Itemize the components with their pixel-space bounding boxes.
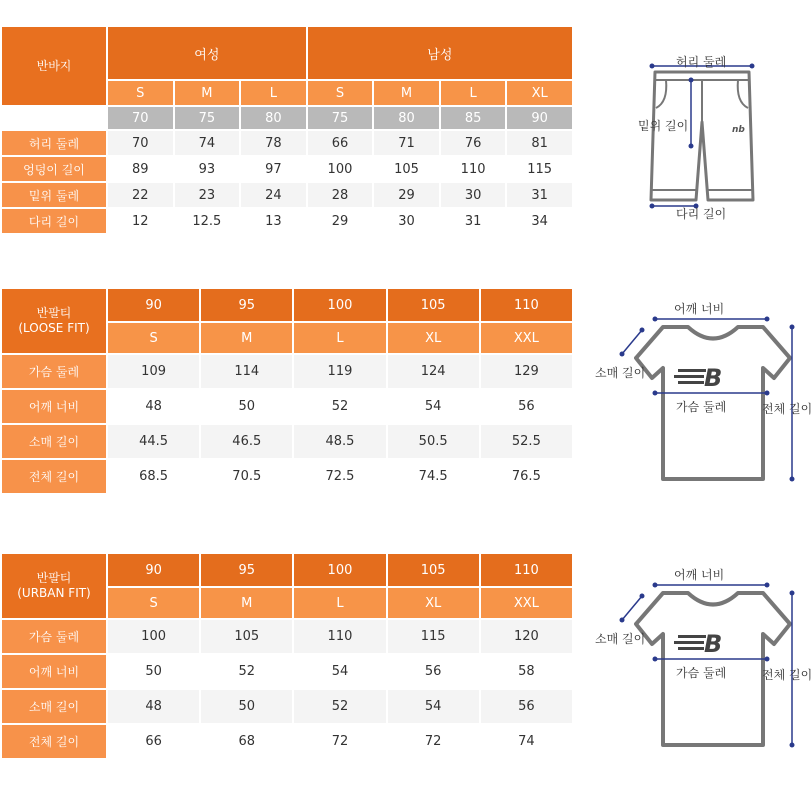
size-cell: S (108, 81, 173, 105)
size-cell: L (294, 323, 385, 353)
row-label: 소매 길이 (2, 690, 106, 723)
value-cell: 72 (388, 725, 479, 758)
urban-chest-label: 가슴 둘레 (676, 666, 727, 680)
row-label: 어깨 너비 (2, 655, 106, 688)
value-cell: 54 (388, 690, 479, 723)
value-cell: 68 (201, 725, 292, 758)
value-cell: 56 (388, 655, 479, 688)
value-cell: 129 (481, 355, 572, 388)
value-cell: 56 (481, 690, 572, 723)
value-cell: 115 (388, 620, 479, 653)
value-cell: 78 (241, 131, 306, 155)
value-cell: 30 (374, 209, 439, 233)
loose-fit-size-table (0, 287, 574, 495)
value-cell: 74 (175, 131, 240, 155)
value-cell: 50 (201, 390, 292, 423)
value-cell: 29 (374, 183, 439, 207)
value-cell: 46.5 (201, 425, 292, 458)
number-size-cell: 95 (201, 289, 292, 321)
size-cell: XXL (481, 323, 572, 353)
value-cell: 115 (507, 157, 572, 181)
loose-length-label: 전체 길이 (762, 402, 812, 416)
value-cell: 74 (481, 725, 572, 758)
waist-size-cell: 75 (308, 107, 373, 129)
title-line-2: (URBAN FIT) (17, 586, 91, 600)
value-cell: 22 (108, 183, 173, 207)
value-cell: 119 (294, 355, 385, 388)
value-cell: 34 (507, 209, 572, 233)
value-cell: 52.5 (481, 425, 572, 458)
urban-fit-title (2, 554, 106, 618)
size-cell: M (201, 323, 292, 353)
value-cell: 100 (308, 157, 373, 181)
row-label: 허리 둘레 (2, 131, 106, 155)
value-cell: 56 (481, 390, 572, 423)
size-cell: S (108, 588, 199, 618)
value-cell: 52 (201, 655, 292, 688)
waist-size-cell: 70 (108, 107, 173, 129)
number-size-cell: 110 (481, 289, 572, 321)
urban-sleeve-label: 소매 길이 (595, 632, 646, 646)
title-line-1: 반팔티 (36, 571, 72, 585)
value-cell: 110 (294, 620, 385, 653)
svg-text:nb: nb (732, 125, 745, 135)
size-cell: XL (388, 588, 479, 618)
size-cell: L (441, 81, 506, 105)
row-label: 엉덩이 길이 (2, 157, 106, 181)
urban-fit-size-table (0, 552, 574, 760)
value-cell: 74.5 (388, 460, 479, 493)
number-size-cell: 95 (201, 554, 292, 586)
size-cell: S (308, 81, 373, 105)
value-cell: 110 (441, 157, 506, 181)
urban-length-label: 전체 길이 (762, 668, 812, 682)
value-cell: 70 (108, 131, 173, 155)
row-label: 소매 길이 (2, 425, 106, 458)
loose-chest-label: 가슴 둘레 (676, 400, 727, 414)
title-line-2: (LOOSE FIT) (18, 321, 90, 335)
value-cell: 72 (294, 725, 385, 758)
value-cell: 76 (441, 131, 506, 155)
value-cell: 66 (308, 131, 373, 155)
value-cell: 81 (507, 131, 572, 155)
svg-text:B: B (704, 364, 723, 392)
value-cell: 76.5 (481, 460, 572, 493)
value-cell: 12.5 (175, 209, 240, 233)
title-line-1: 반팔티 (36, 306, 72, 320)
shorts-leg-label: 다리 길이 (676, 207, 727, 221)
blank-cell (2, 107, 106, 129)
value-cell: 44.5 (108, 425, 199, 458)
size-cell: M (201, 588, 292, 618)
value-cell: 109 (108, 355, 199, 388)
value-cell: 50 (108, 655, 199, 688)
size-cell: S (108, 323, 199, 353)
row-label: 가슴 둘레 (2, 620, 106, 653)
value-cell: 68.5 (108, 460, 199, 493)
size-cell: M (175, 81, 240, 105)
size-cell: XL (388, 323, 479, 353)
row-label: 다리 길이 (2, 209, 106, 233)
value-cell: 30 (441, 183, 506, 207)
value-cell: 54 (388, 390, 479, 423)
value-cell: 48 (108, 390, 199, 423)
value-cell: 100 (108, 620, 199, 653)
loose-shoulder-label: 어깨 너비 (674, 302, 725, 316)
number-size-cell: 100 (294, 289, 385, 321)
shorts-waist-label: 허리 둘레 (676, 55, 727, 69)
value-cell: 89 (108, 157, 173, 181)
value-cell: 31 (441, 209, 506, 233)
urban-shoulder-label: 어깨 너비 (674, 568, 725, 582)
value-cell: 31 (507, 183, 572, 207)
number-size-cell: 110 (481, 554, 572, 586)
value-cell: 52 (294, 390, 385, 423)
waist-size-cell: 90 (507, 107, 572, 129)
value-cell: 29 (308, 209, 373, 233)
waist-size-cell: 75 (175, 107, 240, 129)
value-cell: 23 (175, 183, 240, 207)
size-cell: L (294, 588, 385, 618)
size-cell: XXL (481, 588, 572, 618)
loose-fit-title (2, 289, 106, 353)
row-label: 밑위 둘레 (2, 183, 106, 207)
value-cell: 48.5 (294, 425, 385, 458)
value-cell: 12 (108, 209, 173, 233)
number-size-cell: 90 (108, 289, 199, 321)
number-size-cell: 90 (108, 554, 199, 586)
size-cell: XL (507, 81, 572, 105)
value-cell: 50 (201, 690, 292, 723)
value-cell: 54 (294, 655, 385, 688)
svg-text:B: B (704, 630, 723, 658)
value-cell: 48 (108, 690, 199, 723)
row-label: 가슴 둘레 (2, 355, 106, 388)
number-size-cell: 100 (294, 554, 385, 586)
waist-size-cell: 80 (374, 107, 439, 129)
value-cell: 114 (201, 355, 292, 388)
value-cell: 72.5 (294, 460, 385, 493)
value-cell: 124 (388, 355, 479, 388)
value-cell: 120 (481, 620, 572, 653)
row-label: 전체 길이 (2, 460, 106, 493)
value-cell: 93 (175, 157, 240, 181)
loose-sleeve-label: 소매 길이 (595, 366, 646, 380)
value-cell: 105 (374, 157, 439, 181)
number-size-cell: 105 (388, 554, 479, 586)
value-cell: 66 (108, 725, 199, 758)
value-cell: 24 (241, 183, 306, 207)
value-cell: 50.5 (388, 425, 479, 458)
value-cell: 71 (374, 131, 439, 155)
size-cell: L (241, 81, 306, 105)
value-cell: 105 (201, 620, 292, 653)
shorts-size-table (0, 25, 574, 235)
group-men: 남성 (308, 27, 572, 79)
waist-size-cell: 80 (241, 107, 306, 129)
value-cell: 28 (308, 183, 373, 207)
waist-size-cell: 85 (441, 107, 506, 129)
group-women: 여성 (108, 27, 306, 79)
shorts-rise-label: 밑위 길이 (638, 119, 689, 133)
shorts-diagram (628, 50, 768, 230)
size-cell: M (374, 81, 439, 105)
row-label: 어깨 너비 (2, 390, 106, 423)
number-size-cell: 105 (388, 289, 479, 321)
row-label: 전체 길이 (2, 725, 106, 758)
shorts-title: 반바지 (2, 27, 106, 105)
value-cell: 70.5 (201, 460, 292, 493)
value-cell: 52 (294, 690, 385, 723)
value-cell: 13 (241, 209, 306, 233)
value-cell: 97 (241, 157, 306, 181)
value-cell: 58 (481, 655, 572, 688)
